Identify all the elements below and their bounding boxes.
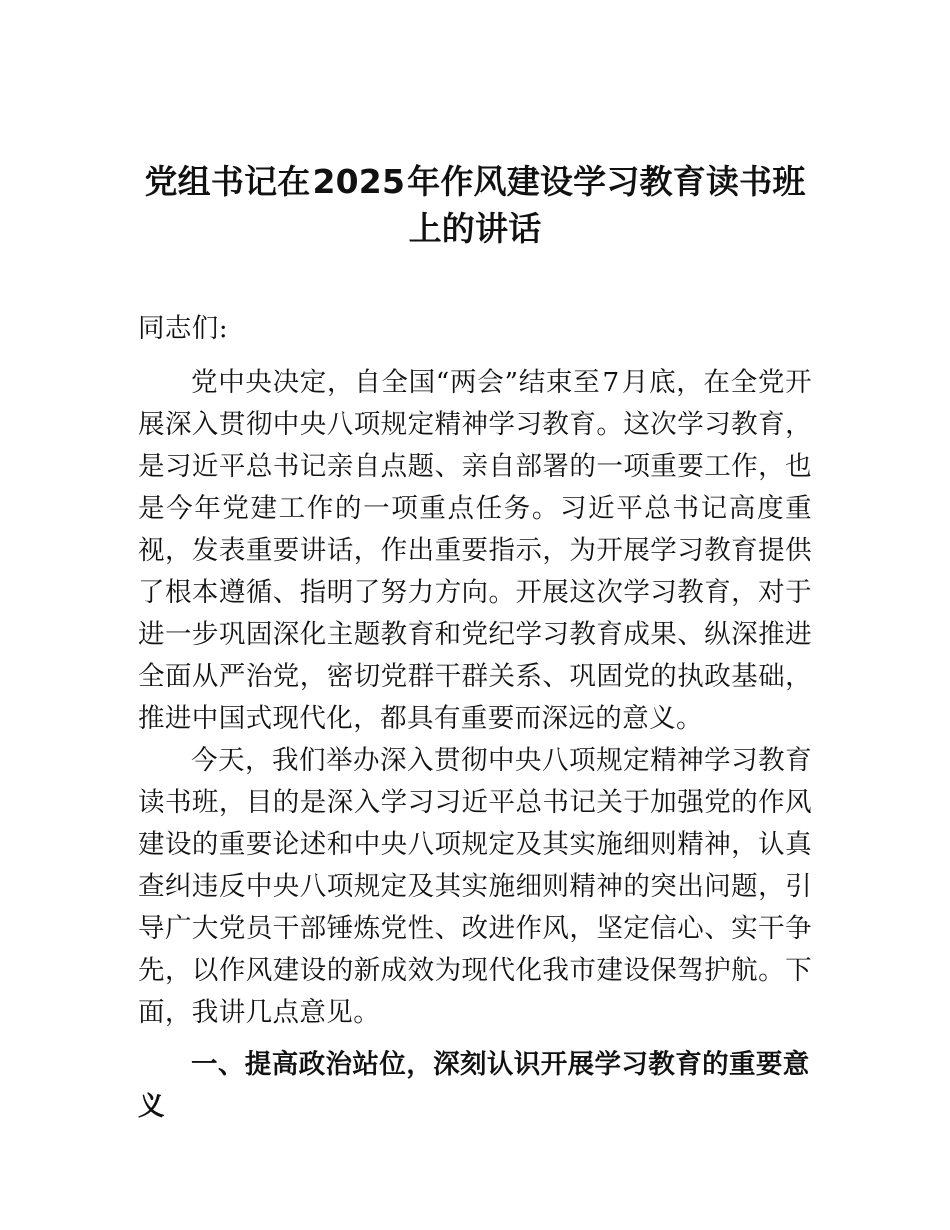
paragraph-1-month-number: 7 bbox=[602, 367, 620, 398]
document-body bbox=[138, 308, 812, 1128]
salutation: 同志们: bbox=[138, 313, 229, 344]
page-title-year-number: 2025 bbox=[312, 162, 406, 201]
page-title-line1-before-number: 党组书记在 bbox=[144, 162, 311, 201]
paragraph-1-segment-1: 党中央决定，自全国“两会”结束至 bbox=[191, 367, 601, 398]
page-title-line2: 的讲话 bbox=[441, 209, 542, 248]
body-paragraph-1 bbox=[138, 362, 812, 740]
document-content-column bbox=[138, 0, 812, 1128]
body-paragraph-2: 今天，我们举办深入贯彻中央八项规定精神学习教育读书班，目的是深入学习习近平总书记关于加强党的作风建设的重要论述和中央八项规定及其实施细则精神，认真查纠违反中央八项规定及其实施细则精神的突出问题，引导广大党员干部锤炼党性、改进作风，坚定信心、实干争先，以作风建设的新成效为现代化我市建设保驾护航。下面，我讲几点意见。 bbox=[138, 745, 812, 1028]
page-title bbox=[138, 0, 812, 252]
section-heading-1: 一、提高政治站位，深刻认识开展学习教育的重要意义 bbox=[138, 1049, 810, 1122]
page-title-line1-after-number: 年作风建设学习教育读书班上 bbox=[407, 162, 806, 248]
paragraph-1-segment-2: 月底，在全党开展深入贯彻中央八项规定精神学习教育。这次学习教育，是习近平总书记亲自点题、亲自部署的一项重要工作，也是今年党建工作的一项重点任务。习近平总书记高度重视，发表重要讲话，作出重要指示，为开展学习教育提供了根本遵循、指明了努力方向。开展这次学习教育，对于进一步巩固深化主题教育和党纪学习教育成果、纵深推进全面从严治党，密切党群干群关系、巩固党的执政基础，推进中国式现代化，都具有重要而深远的意义。 bbox=[138, 367, 812, 734]
